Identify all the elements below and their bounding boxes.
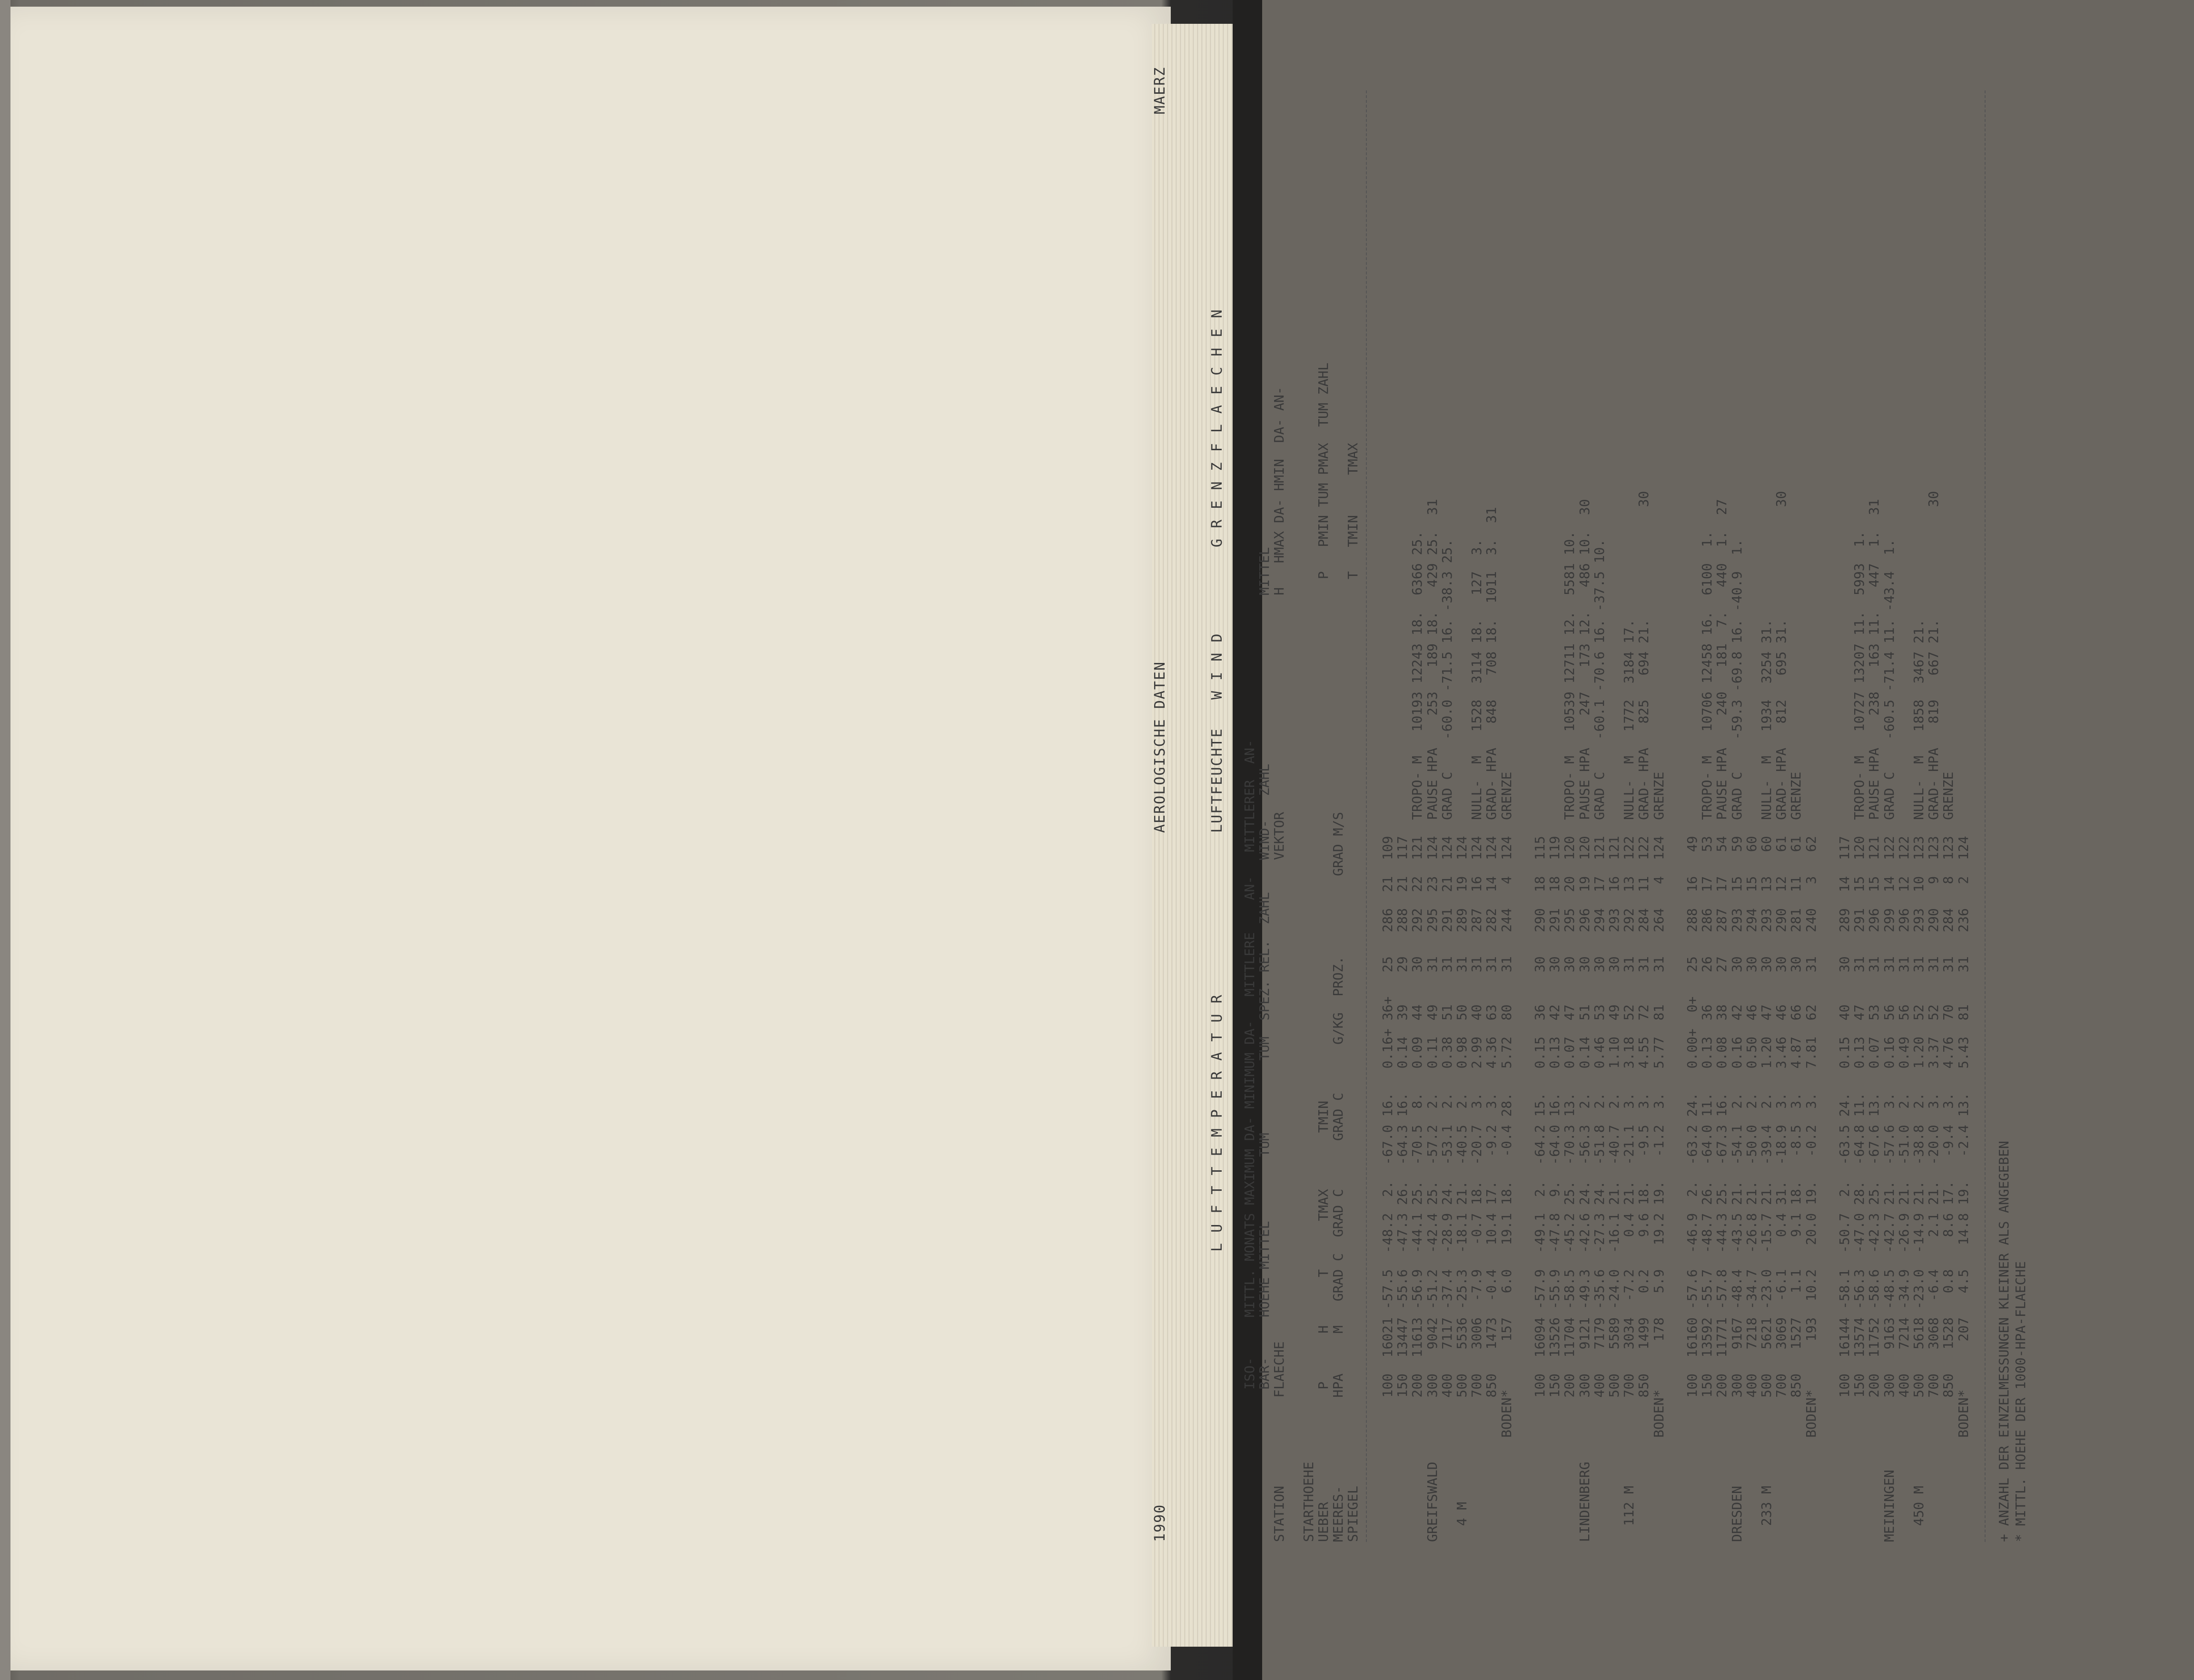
heading-luftfeuchte: LUFTFEUCHTE xyxy=(1209,728,1225,833)
heading-lufttemperatur: L U F T T E M P E R A T U R xyxy=(1209,994,1225,1252)
station-dresden: 100 16160 -57.6 -46.9 2. -63.2 24. 0.00+ 0+ 25 288 16 49 150 13592 -55.7 -48.7 26. -64.0 11. 0.13 36 26 286 17 53 TROPO- M 10706 12458 16. 6100 1. 200 11771 -57.8 -44.3 25. -67.3 16. 0.08 38 27 287 17 54 PAUSE HPA 240 181 7. 440 1. 27 DRESDEN 300 9167 -48.4 -43.5 21. -54.1 2. 0.16 42 30 293 15 59 GRAD C -59.3 -69.8 16. -40.9 1. 400 7218 -34.7 -26.8 21. -50.0 2. 0.50 46 30 294 15 60 233 M 500 5621 -23.0 -15.7 21. -39.4 2. 1.20 47 30 293 13 60 NULL- M 1934 3254 31. 700 3069 -6.1 0.4 31. -18.9 3. 3.46 46 30 290 12 61 GRAD- HPA 812 695 31. 30 850 1527 1.1 9.1 18. -8.5 3. 4.87 66 30 281 11 61 GRENZE BODEN* 193 10.2 20.0 19. -0.2 3. 7.81 62 31 240 3 62 xyxy=(1684,491,1819,1542)
footer-rule xyxy=(1985,90,1986,1542)
column-header: ISO- MITTL. MONATS MAXIMUM DA- MINIMUM DA- MITTLERE AN- MITTLERER AN- BAR- HOEHE MITTEL TUM TUM SPEZ. REL. ZAHL WIND- ZAHL MITTEL STATION FLAECHE VEKTOR H HMAX DA- HMIN DA- AN- STARTHOEHE UEBER P H T TMAX TMIN P PMIN TUM PMAX TUM ZAHL MEERES- HPA M GRAD C GRAD C GRAD C G/KG PROZ. GRAD M/S SPIEGEL T TMIN TMAX xyxy=(1242,362,1361,1542)
footnote-plus: + ANZAHL DER EINZELMESSUNGEN KLEINER ALS ANGEGEBEN xyxy=(1996,1141,2012,1542)
station-greifswald: 100 16021 -57.5 -48.2 2. -67.0 16. 0.16+ 36+ 25 286 21 109 150 13447 -55.6 -47.3 26. -64.3 16. 0.14 39 29 288 21 117 200 11613 -56.9 -44.1 25. -70.5 8. 0.09 44 30 292 22 121 TROPO- M 10193 12243 18. 6366 25. GREIFSWALD 300 9042 -51.2 -42.4 25. -57.2 2. 0.11 49 31 295 23 124 PAUSE HPA 253 189 18. 429 25. 31 400 7117 -37.4 -28.9 24. -53.1 2. 0.38 51 31 291 21 124 GRAD C -60.0 -71.5 16. -38.3 25. 4 M 500 5536 -25.3 -18.1 21. -40.5 2. 0.98 50 31 289 19 124 700 3006 -7.9 -0.7 18. -20.7 3. 2.99 40 31 287 16 124 NULL- M 1528 3114 18. 127 3. 850 1473 -0.4 10.4 17. -9.2 3. 4.36 63 31 282 14 124 GRAD- HPA 848 708 18. 1011 3. 31 BODEN* 157 6.0 19.1 18. -0.4 28. 5.72 80 31 244 4 124 GRENZE xyxy=(1380,499,1514,1542)
page-title: AEROLOGISCHE DATEN xyxy=(1152,661,1168,833)
book-spine xyxy=(0,0,10,1680)
page-month: MAERZ xyxy=(1152,66,1168,114)
rotated-table-content xyxy=(1133,33,2194,1547)
page-year: 1990 xyxy=(1152,1503,1168,1542)
station-meiningen: 100 16144 -58.1 -50.7 2. -63.5 24. 0.15 40 30 289 14 117 150 13574 -56.3 -47.0 28. -64.8 11. 0.13 47 31 291 15 120 TROPO- M 10727 13207 11. 5993 1. 200 11752 -58.6 -42.3 25. -67.6 13. 0.07 53 31 296 15 121 PAUSE HPA 238 163 11. 447 1. 31 MEININGEN 300 9163 -48.5 -42.7 21. -57.6 3. 0.16 56 31 299 14 122 GRAD C -60.5 -71.4 11. -43.4 1. 400 7214 -34.9 -26.9 21. -51.0 2. 0.49 56 31 296 12 122 450 M 500 5618 -23.0 -14.9 21. -38.8 2. 1.20 52 31 293 10 123 NULL- M 1858 3467 21. 700 3068 -6.4 2.1 21. -20.0 3. 3.37 52 31 290 9 123 GRAD- HPA 819 667 21. 30 850 1528 0.8 8.6 17. -9.4 3. 4.76 70 31 284 8 123 GRENZE BODEN* 207 4.5 14.8 19. -2.4 13. 5.43 81 31 236 2 124 xyxy=(1837,491,1971,1542)
document-page xyxy=(10,7,1171,1670)
footnote-star: * MITTL. HOEHE DER 1000-HPA-FLAECHE xyxy=(2013,1261,2028,1542)
station-lindenberg: 100 16094 -57.9 -49.1 2. -64.2 15. 0.15 36 30 290 18 115 150 13526 -55.9 -47.8 9. -64.0 16. 0.13 42 30 291 18 119 200 11704 -58.5 -45.2 25. -70.3 13. 0.07 47 30 295 20 120 TROPO- M 10539 12711 12. 5581 10. LINDENBERG 300 9121 -49.3 -42.6 24. -56.3 2. 0.14 51 30 296 19 120 PAUSE HPA 247 173 12. 486 10. 30 400 7179 -35.6 -27.3 24. -51.8 2. 0.46 53 30 294 17 121 GRAD C -60.1 -70.6 16. -37.5 10. 500 5589 -24.0 -16.1 21. -40.7 2. 1.10 49 30 293 16 121 112 M 700 3034 -7.2 0.4 21. -21.1 3. 3.18 52 31 292 13 122 NULL- M 1772 3184 17. 850 1499 0.2 9.6 18. -9.5 3. 4.55 72 31 284 11 122 GRAD- HPA 825 694 21. 30 BODEN* 178 5.9 19.2 19. -1.2 3. 5.77 81 31 264 4 124 GRENZE xyxy=(1532,491,1667,1542)
heading-grenzflaechen: G R E N Z F L A E C H E N xyxy=(1209,308,1225,547)
header-rule xyxy=(1366,90,1367,1542)
heading-wind: W I N D xyxy=(1209,632,1225,700)
